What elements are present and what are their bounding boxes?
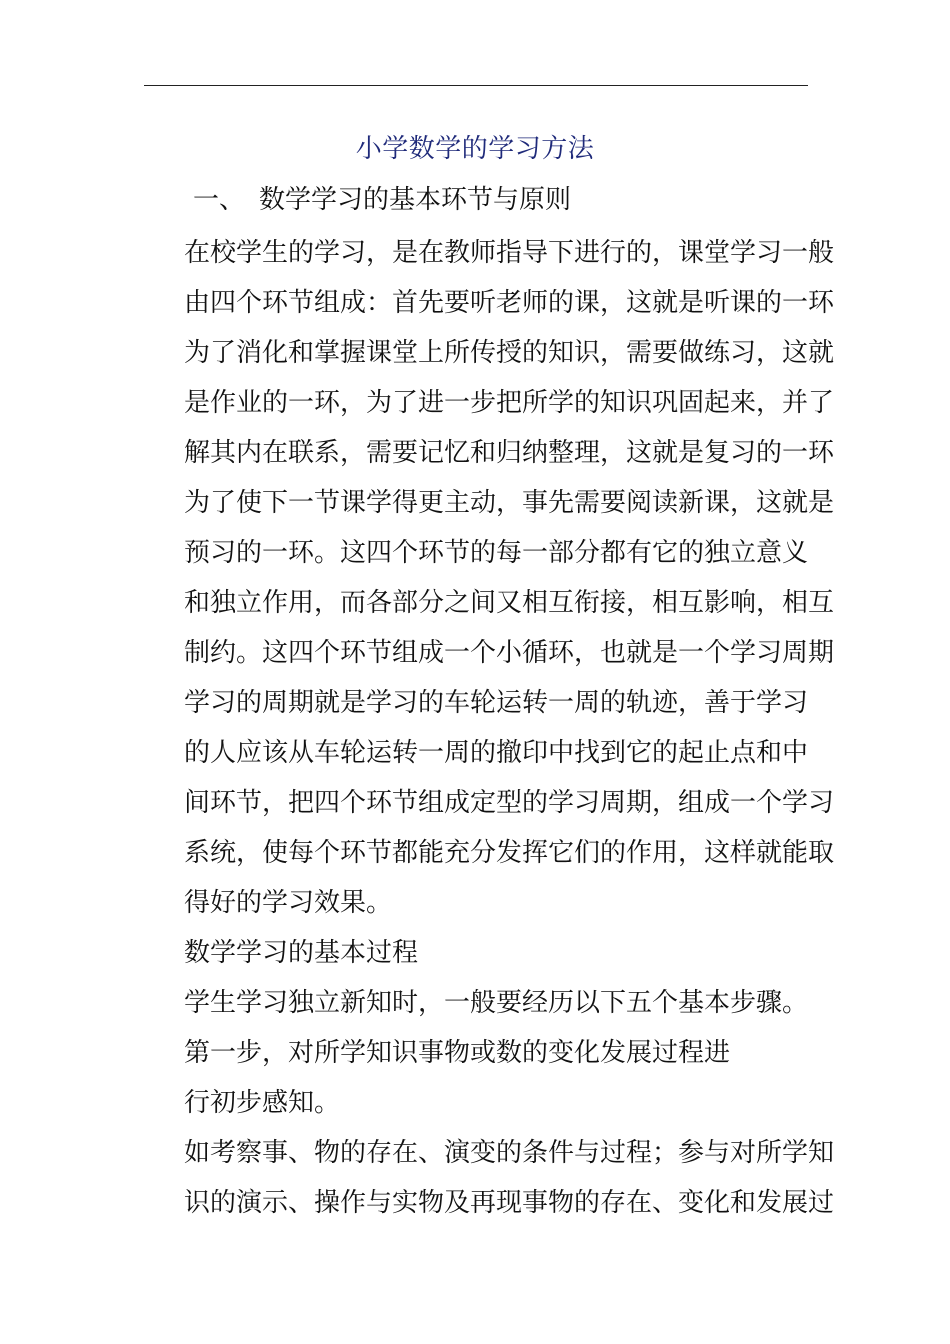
text-line: 识的演示、操作与实物及再现事物的存在、变化和发展过: [184, 1188, 835, 1218]
text-line: 解其内在联系，需要记忆和归纳整理，这就是复习的一环: [184, 438, 835, 468]
text-line: 得好的学习效果。: [184, 888, 393, 918]
text-line: 由四个环节组成：首先要听老师的课，这就是听课的一环: [184, 288, 835, 318]
section-heading: [193, 182, 571, 218]
text-line: 制约。这四个环节组成一个小循环，也就是一个学习周期: [184, 638, 835, 668]
text-line: 和独立作用，而各部分之间又相互衔接，相互影响，相互: [184, 588, 835, 618]
text-line: 行初步感知。: [184, 1088, 341, 1118]
text-line: 预习的一环。这四个环节的每一部分都有它的独立意义: [184, 538, 809, 568]
text-line: 在校学生的学习，是在教师指导下进行的，课堂学习一般: [184, 238, 835, 268]
text-line: 为了使下一节课学得更主动，事先需要阅读新课，这就是: [184, 488, 835, 518]
text-line: 是作业的一环，为了进一步把所学的知识巩固起来，并了: [184, 388, 835, 418]
header-rule: [144, 85, 808, 86]
section-number: 一、: [193, 185, 246, 215]
section-heading-text: 数学学习的基本环节与原则: [259, 185, 572, 215]
text-line: 为了消化和掌握课堂上所传授的知识，需要做练习，这就: [184, 338, 835, 368]
body-text: [184, 228, 835, 1228]
text-line: 学生学习独立新知时，一般要经历以下五个基本步骤。: [184, 988, 809, 1018]
text-line: 间环节，把四个环节组成定型的学习周期，组成一个学习: [184, 788, 835, 818]
text-line: 第一步，对所学知识事物或数的变化发展过程进: [184, 1038, 731, 1068]
document-title: 小学数学的学习方法: [355, 134, 595, 164]
text-line: 的人应该从车轮运转一周的撤印中找到它的起止点和中: [184, 738, 809, 768]
subheading: 数学学习的基本过程: [184, 938, 419, 968]
text-line: 如考察事、物的存在、演变的条件与过程；参与对所学知: [184, 1138, 835, 1168]
text-line: 系统，使每个环节都能充分发挥它们的作用，这样就能取: [184, 838, 835, 868]
text-line: 学习的周期就是学习的车轮运转一周的轨迹，善于学习: [184, 688, 809, 718]
